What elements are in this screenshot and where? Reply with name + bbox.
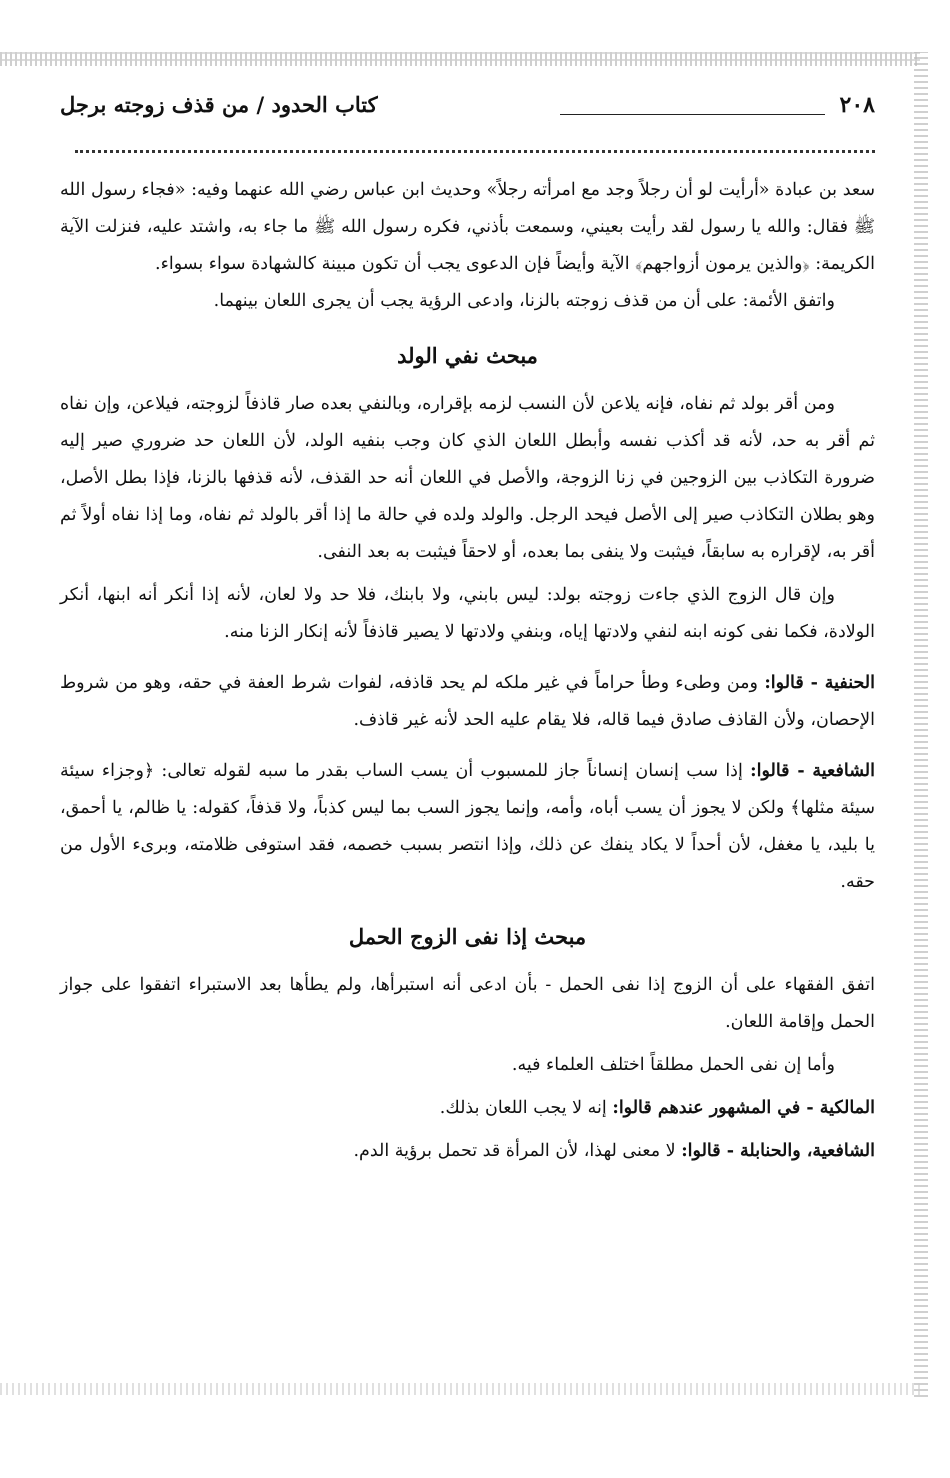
section1-paragraph-1: ومن أقر بولد ثم نفاه، فإنه يلاعن لأن النسب لزمه بإقراره، وبالنفي بعده صار قاذفاً لزوجته، فيلاعن، وإن نفاه ثم أقر به حد، لأنه قد أكذب نفسه وأبطل اللعان الذي كان وجب بنفيه الولد، لأن اللعان حد ضروري صير إليه ضرورة التكاذب بين الزوجين في زنا الزوجة، والأصل في اللعان أنه حد القذف، لأنه قذفها بالزنا، فإذا بطل الأصل، وهو بطلان التكاذب صير إلى الأصل فيحد الرجل. والولد ولده في حالة ما إذا أقر بالولد ثم نفاه، وما إذا نفاه أولاً ثم أقر به، لإقراره به سابقاً، فيثبت ولا ينفى بما بعده، أو لاحقاً فيثبت به بعد النفى. xyxy=(60,394,875,562)
top-ornamental-border xyxy=(0,52,920,66)
page-number: ٢٠٨ xyxy=(839,92,875,118)
right-ornamental-border xyxy=(914,52,928,1397)
hanafi-text: ومن وطىء وطأ حراماً في غير ملكه لم يحد قاذفه، لفوات شرط العفة في حقه، وهو من شروط الإحصان، ولأن القاذف صادق فيما قاله، فلا يقام عليه الحد لأنه غير قاذف. xyxy=(60,673,875,730)
shafii-hanbali-paragraph xyxy=(60,1133,875,1170)
shafii-hanbali-label: الشافعية، والحنابلة - قالوا: xyxy=(681,1141,875,1161)
shafii-label: الشافعية - قالوا: xyxy=(750,761,876,781)
intro-paragraph-2: واتفق الأئمة: على أن من قذف زوجته بالزنا، وادعى الرؤية يجب أن يجرى اللعان بينهما. xyxy=(213,291,835,311)
hanafi-paragraph xyxy=(60,665,875,739)
shafii-paragraph xyxy=(60,753,875,901)
shafii-text: إذا سب إنسان إنساناً جاز للمسبوب أن يسب الساب بقدر ما سبه لقوله تعالى: ﴿وجزاء سيئة سيئة مثلها﴾ ولكن لا يجوز أن يسب أباه، وأمه، وإنما يجوز السب بما ليس كذباً، ولا قذفاً، كقوله: يا ظالم، يا أحمق، يا بليد، يا مغفل، لأن أحداً لا يكاد ينفك عن ذلك، وإذا انتصر بسبب خصمه، فقد استوفى ظلامته، وبرىء الأول من حقه. xyxy=(60,761,875,892)
running-title: كتاب الحدود / من قذف زوجته برجل xyxy=(60,92,378,117)
shafii-hanbali-text: لا معنى لهذا، لأن المرأة قد تحمل برؤية الدم. xyxy=(353,1141,682,1161)
intro-paragraph-1: سعد بن عبادة «أرأيت لو أن رجلاً وجد مع امرأته رجلاً» وحديث ابن عباس رضي الله عنهما وفيه: «فجاء رسول الله ﷺ فقال: والله يا رسول لقد رأيت بعيني، وسمعت بأذني، فكره رسول الله ﷺ ما جاء به، واشتد عليه، فنزلت الآية الكريمة: ﴿والذين يرمون أزواجهم﴾ الآية وأيضاً فإن الدعوى يجب أن تكون مبينة كالشهادة سواء بسواء. xyxy=(60,180,875,274)
maliki-text: إنه لا يجب اللعان بذلك. xyxy=(439,1098,613,1118)
section-heading-denial-of-child: مبحث نفي الولد xyxy=(397,343,538,368)
section2-paragraph-1: اتفق الفقهاء على أن الزوج إذا نفى الحمل - بأن ادعى أنه استبرأها، ولم يطأها بعد الاستبراء اتفقوا على جواز الحمل وإقامة اللعان. xyxy=(60,975,875,1032)
dotted-divider xyxy=(75,150,875,153)
maliki-label: المالكية - في المشهور عندهم قالوا: xyxy=(612,1098,875,1118)
header-rule xyxy=(560,114,825,115)
hanafi-label: الحنفية - قالوا: xyxy=(764,673,875,693)
section-heading-denial-of-pregnancy: مبحث إذا نفى الزوج الحمل xyxy=(348,924,587,949)
page-header xyxy=(60,92,875,132)
bottom-ornamental-border xyxy=(0,1383,920,1395)
section1-paragraph-2: وإن قال الزوج الذي جاءت زوجته بولد: ليس بابني، ولا بابنك، فلا حد ولا لعان، لأنه إذا أنكر أنه ابنها، أنكر الولادة، فكما نفى كونه ابنه لنفي ولادتها إياه، وبنفي ولادتها لا يصير قاذفاً لأنه إنكار الزنا منه. xyxy=(60,585,875,642)
maliki-paragraph xyxy=(60,1090,875,1127)
page-body xyxy=(60,172,875,1170)
section2-paragraph-2: وأما إن نفى الحمل مطلقاً اختلف العلماء فيه. xyxy=(511,1055,835,1075)
